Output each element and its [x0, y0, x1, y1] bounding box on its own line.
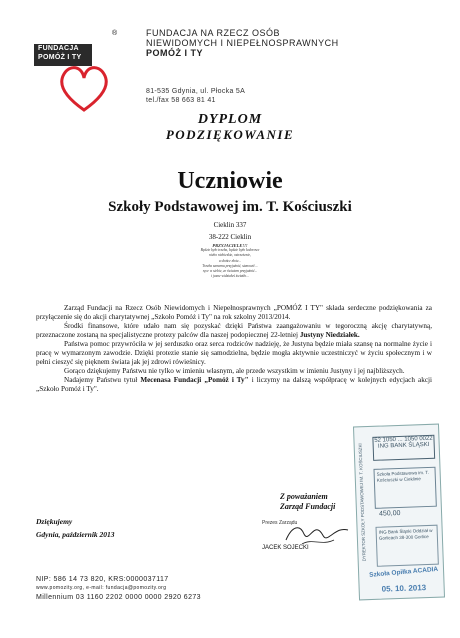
footer-line3: Millennium 03 1160 2202 0000 0000 2920 6273 [36, 594, 201, 601]
stamp-date: 05. 10. 2013 [381, 583, 427, 594]
closing-greeting [280, 492, 335, 512]
stamp-acad: Szkoła Opiłka ACADIA [368, 565, 439, 579]
poem-line: niebo niebieskie, ostrzeżenie, [209, 253, 251, 258]
poem-line: a słońce złote... [218, 258, 242, 263]
patron-title: Mecenasa Fundacji „Pomóż i Ty" [140, 376, 249, 384]
heart-icon [54, 58, 114, 118]
org-line3: POMÓŻ I TY [146, 48, 204, 58]
org-phone: tel./fax 58 663 81 41 [146, 97, 216, 104]
closing-line2: Zarząd Fundacji [280, 502, 336, 511]
poem [0, 243, 460, 279]
footer-line2: www.pomozity.org, e-mail: fundacja@pomozity.org [36, 585, 167, 591]
foundation-logo [34, 38, 106, 106]
place-date: Gdynia, październik 2013 [36, 530, 115, 539]
stamp-account-number: 52 1050 ... 1050 0022 [374, 435, 433, 444]
stamp-bank-name: ING BANK ŚLĄSKI [377, 441, 430, 450]
org-line2: NIEWIDOMYCH I NIEPEŁNOSPRAWNYCH [146, 38, 339, 48]
footer-line1: NIP: 586 14 73 820, KRS:0000037117 [36, 576, 169, 583]
org-header [146, 28, 339, 58]
signer-role: Prezes Zarządu [262, 520, 298, 526]
signature-graphic [282, 520, 352, 548]
stamp-vertical-text: DYREKTOR SZKOŁY PODSTAWOWEJ IM. T. KOŚCIUSZKI [357, 443, 367, 562]
letter-body [36, 304, 432, 394]
beneficiary-name: Justyny Niedziałek. [299, 331, 360, 339]
logo-text-line2: POMÓŻ I TY [38, 54, 82, 61]
paragraph-5-text-a: Nadajemy Państwu tytuł [64, 376, 141, 384]
paragraph-1: Zarząd Fundacji na Rzecz Osób Niewidomych i Niepełnosprawnych „POMÓŻ I TY" składa serdeczne podziękowania za przyłączenie się do akcji charytatywnej „Szkoło Pomóż i Ty" na rok szkolny 2013/2014. [36, 304, 432, 321]
poem-line: Będzie było trzeba, będzie było kolorowe [200, 248, 260, 253]
org-address [146, 87, 245, 105]
stamp-school-box: Szkoła Podstawowa im. T. Kościuszki w Cieklinie [373, 467, 436, 509]
stamp-amount: 450,00 [378, 509, 401, 518]
paragraph-5-text-c: i liczymy na dalszą współpracę w kolejnych edycjach akcji „Szkoło Pomóż i Ty". [36, 376, 433, 393]
paragraph-2 [36, 322, 432, 340]
closing-line1: Z poważaniem [280, 492, 328, 501]
footer [36, 575, 201, 602]
logo-text-line1: FUNDACJA [38, 45, 79, 52]
recipient: Uczniowie [177, 168, 283, 194]
thanks-text: Dziękujemy [36, 517, 73, 526]
document-subtitle: PODZIĘKOWANIE [165, 127, 295, 142]
paragraph-5 [36, 376, 432, 394]
poem-line: ręce w siebie, ze światem przyjaźnić... [202, 269, 258, 274]
document-title: DYPLOM [197, 112, 263, 127]
paragraph-3: Państwa pomoc przywróciła w jej serduszko oraz serca rodziców nadzieję, że Justyna będzie miała szansę na normalne życie i pracę w wymarzonym zawodzie. Dzięki protezie stanie się samodzielna, będzie mogła aktywnie uczestniczyć w życiu społecznym i w pełni cieszyć się pięknem świata jak jej zdrowi rówieśnicy. [36, 340, 432, 366]
signer-name: JACEK SOJECKI [262, 545, 309, 551]
bank-stamp [353, 424, 445, 601]
poem-line: Trzeba samemu przyjaźnić, stanowić... [202, 263, 258, 268]
school-address-2: 38-222 Cieklin [208, 233, 252, 241]
poem-line: i jasne widziałeś światło... [211, 274, 249, 279]
paragraph-2-text: Środki finansowe, które udało nam się pozyskać dzięki Państwa zaangażowaniu w tegoroczną akcję charytatywną, przeznaczone zostaną na specjalistyczne protezy palców dla naszej podopiecznej 22-letniej [36, 322, 432, 339]
paragraph-4: Gorąco dziękujemy Państwu nie tylko w imieniu własnym, ale przede wszystkim w imieniu Justyny i jej najbliższych. [64, 367, 405, 375]
poem-title: PRZYJACIELE!!! [212, 243, 248, 248]
registered-mark: ® [112, 30, 118, 37]
stamp-account-box [372, 435, 435, 461]
school-name: Szkoły Podstawowej im. T. Kościuszki [108, 199, 352, 215]
school-address-1: Cieklin 337 [213, 221, 247, 229]
stamp-bank-box: ING Bank Śląski Oddział w Gorlicach 38-300 Gorlice [376, 525, 439, 567]
org-line1: FUNDACJA NA RZECZ OSÓB [146, 28, 281, 38]
org-street: 81-535 Gdynia, ul. Płocka 5A [146, 88, 246, 95]
